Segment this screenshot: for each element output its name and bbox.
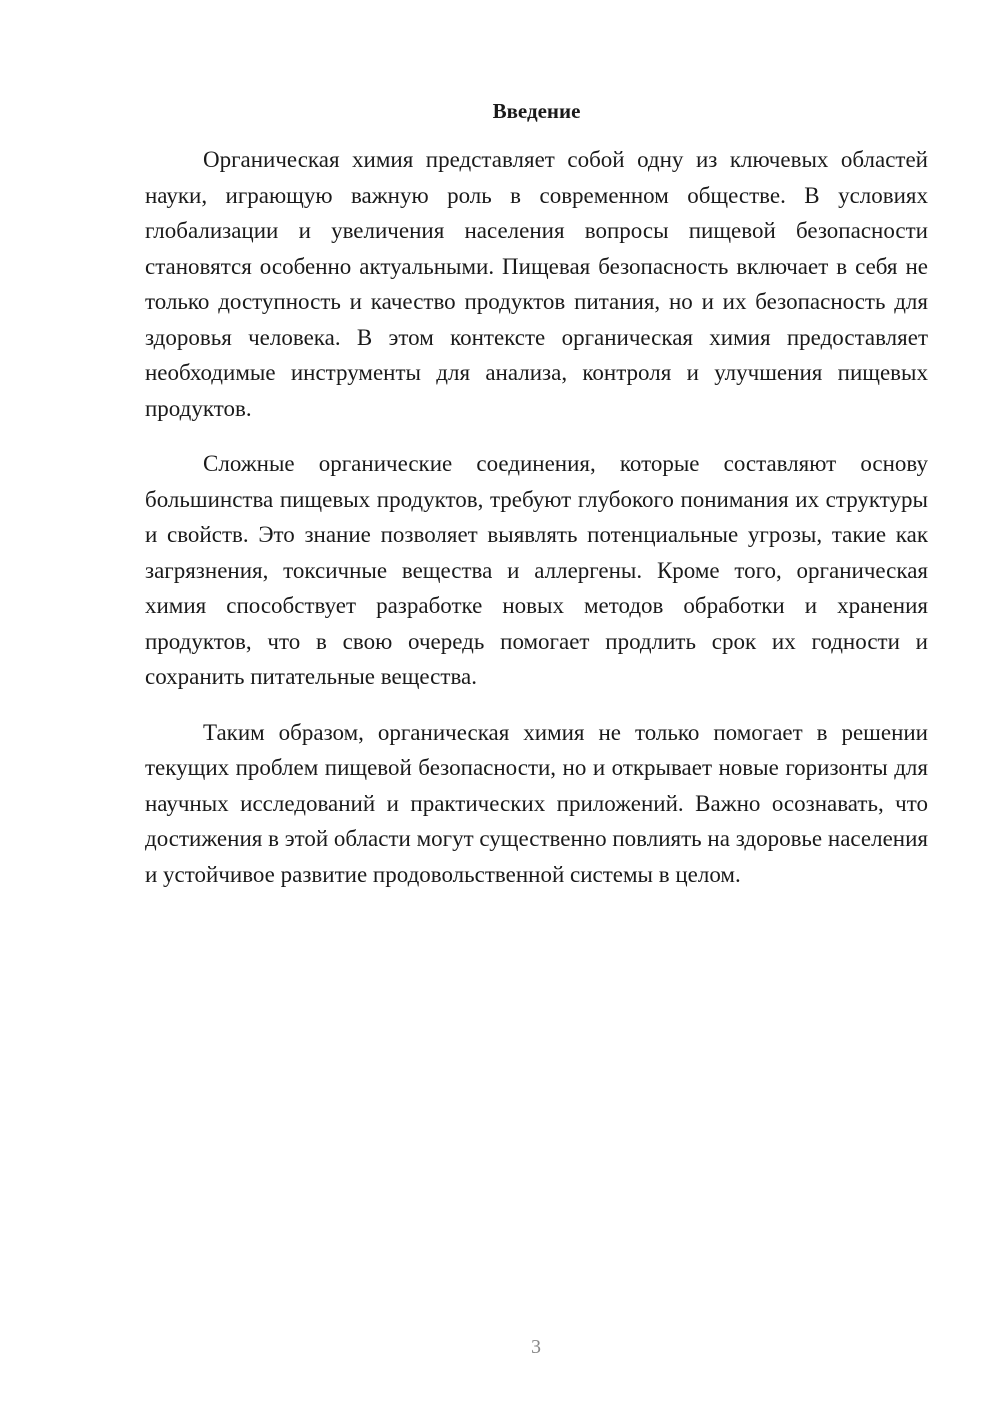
paragraph-1: Органическая химия представляет собой одну из ключевых областей науки, играющую важную роль в современном обществе. В условиях глобализации и увеличения населения вопросы пищевой безопасности становятся особенно актуальными. Пищевая безопасность включает в себя не только доступность и качество продуктов питания, но и их безопасность для здоровья человека. В этом контексте органическая химия предоставляет необходимые инструменты для анализа, контроля и улучшения пищевых продуктов. [145,147,928,421]
page-number: 3 [531,1336,541,1358]
paragraph-3: Таким образом, органическая химия не только помогает в решении текущих проблем пищевой безопасности, но и открывает новые горизонты для научных исследований и практических приложений. Важно осознавать, что достижения в этой области могут существенно повлиять на здоровье населения и устойчивое развитие продовольственной системы в целом. [145,719,928,887]
paragraph-2: Сложные органические соединения, которые составляют основу большинства пищевых продуктов, требуют глубокого понимания их структуры и свойств. Это знание позволяет выявлять потенциальные угрозы, такие как загрязнения, токсичные вещества и аллергены. Кроме того, органическая химия способствует разработке новых методов обработки и хранения продуктов, что в свою очередь помогает продлить срок их годности и сохранить питательные вещества. [145,451,928,689]
body-text [145,142,928,912]
section-heading: Введение [492,99,581,123]
